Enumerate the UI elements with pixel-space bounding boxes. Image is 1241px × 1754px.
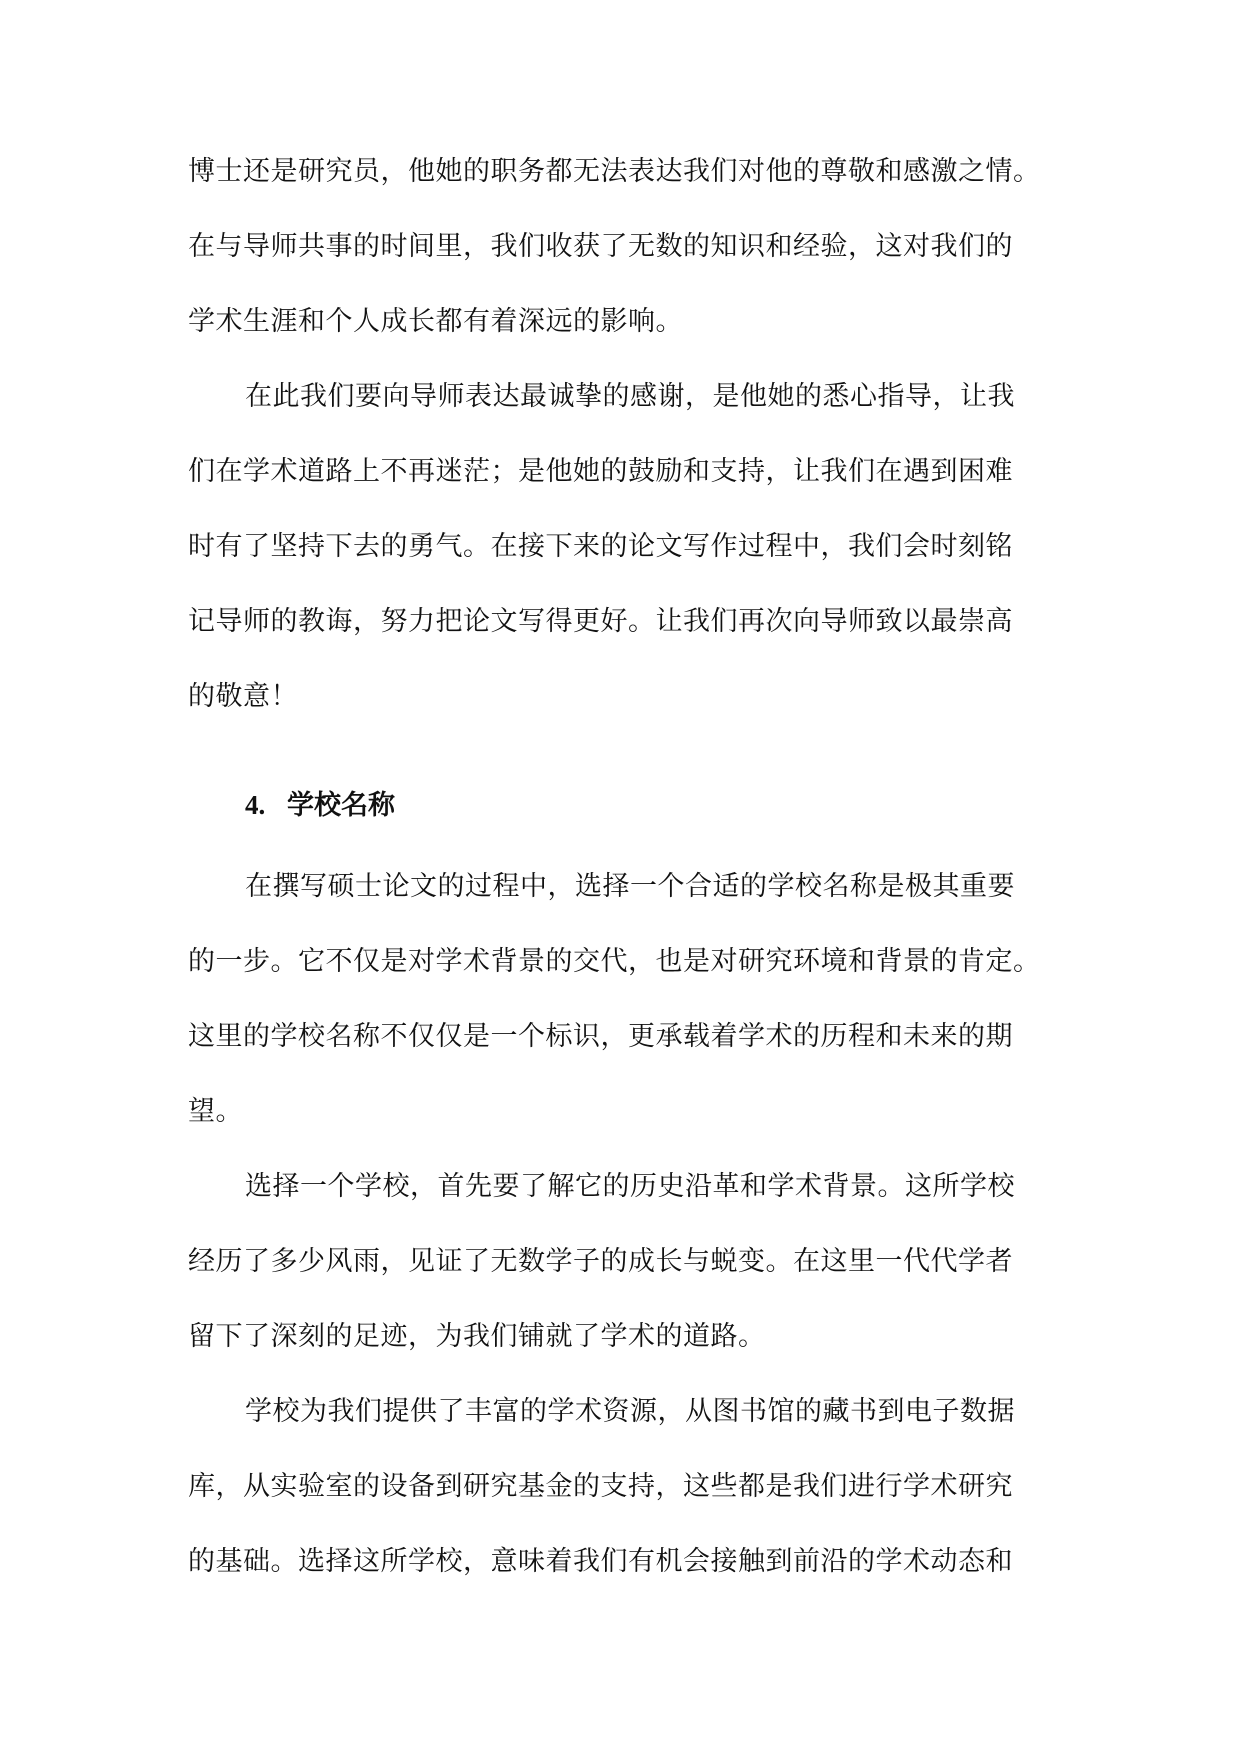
paragraph-2-line-5: 的敬意！: [188, 681, 298, 712]
paragraph-1-line-2: 在与导师共事的时间里，我们收获了无数的知识和经验，这对我们的: [188, 231, 1013, 262]
paragraph-4-line-1: 选择一个学校，首先要了解它的历史沿革和学术背景。这所学校: [245, 1171, 1015, 1202]
paragraph-4-line-2: 经历了多少风雨，见证了无数学子的成长与蜕变。在这里一代代学者: [188, 1246, 1013, 1277]
paragraph-2-line-3: 时有了坚持下去的勇气。在接下来的论文写作过程中，我们会时刻铭: [188, 531, 1013, 562]
paragraph-1-line-1: 博士还是研究员，他她的职务都无法表达我们对他的尊敬和感激之情。: [188, 156, 1041, 187]
paragraph-3-line-3: 这里的学校名称不仅仅是一个标识，更承载着学术的历程和未来的期: [188, 1021, 1013, 1052]
paragraph-3-line-2: 的一步。它不仅是对学术背景的交代，也是对研究环境和背景的肯定。: [188, 946, 1041, 977]
section-title: 学校名称: [287, 790, 395, 821]
paragraph-3-line-1: 在撰写硕士论文的过程中，选择一个合适的学校名称是极其重要: [245, 871, 1015, 902]
paragraph-1-line-3: 学术生涯和个人成长都有着深远的影响。: [188, 306, 683, 337]
paragraph-5-line-1: 学校为我们提供了丰富的学术资源，从图书馆的藏书到电子数据: [245, 1396, 1015, 1427]
section-number: 4.: [245, 790, 266, 820]
paragraph-2-line-1: 在此我们要向导师表达最诚挚的感谢，是他她的悉心指导，让我: [245, 381, 1015, 412]
paragraph-3-line-4: 望。: [188, 1096, 243, 1127]
paragraph-5-line-2: 库，从实验室的设备到研究基金的支持，这些都是我们进行学术研究: [188, 1471, 1013, 1502]
paragraph-4-line-3: 留下了深刻的足迹，为我们铺就了学术的道路。: [188, 1321, 766, 1352]
paragraph-2-line-4: 记导师的教诲，努力把论文写得更好。让我们再次向导师致以最崇高: [188, 606, 1013, 637]
paragraph-5-line-3: 的基础。选择这所学校，意味着我们有机会接触到前沿的学术动态和: [188, 1546, 1013, 1577]
paragraph-2-line-2: 们在学术道路上不再迷茫；是他她的鼓励和支持，让我们在遇到困难: [188, 456, 1013, 487]
section-heading: [245, 785, 845, 825]
